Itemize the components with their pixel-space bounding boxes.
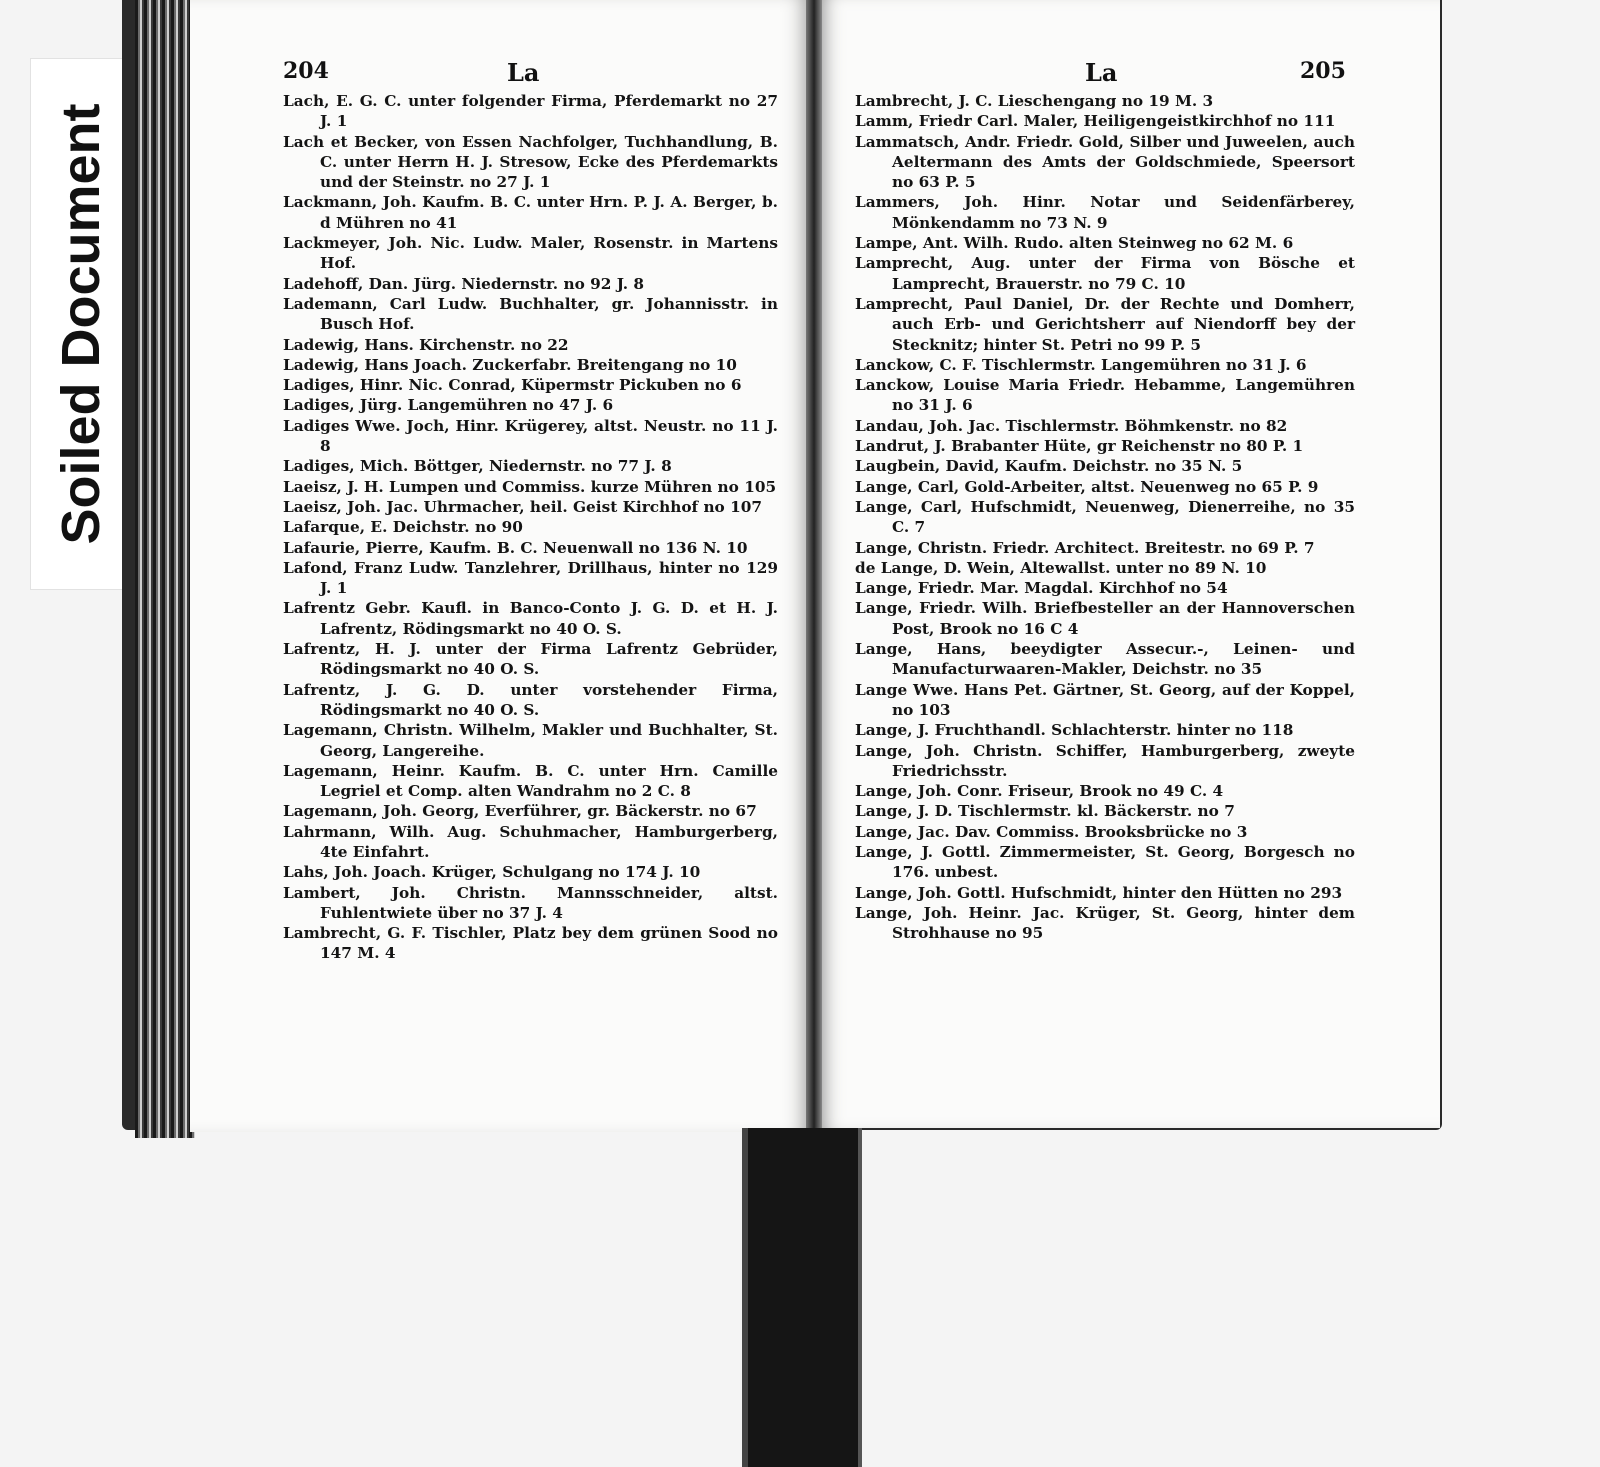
directory-entry: Ladiges Wwe. Joch, Hinr. Krügerey, altst. Neustr. no 11 J. 8 <box>283 416 778 456</box>
directory-entry: Lafond, Franz Ludw. Tanzlehrer, Drillhaus, hinter no 129 J. 1 <box>283 558 778 598</box>
directory-entry: Lafaurie, Pierre, Kaufm. B. C. Neuenwall no 136 N. 10 <box>283 538 748 557</box>
directory-entry: Lagemann, Joh. Georg, Everführer, gr. Bäckerstr. no 67 <box>283 802 757 821</box>
directory-entry: Lagemann, Christn. Wilhelm, Makler und Buchhalter, St. Georg, Langereihe. <box>283 721 778 760</box>
directory-entry: Landrut, J. Brabanter Hüte, gr Reichenstr no 80 P. 1 <box>855 437 1304 456</box>
right-page-number: 205 <box>1300 58 1346 84</box>
directory-entry: Lange, Joh. Christn. Schiffer, Hamburgerberg, zweyte Friedrichsstr. <box>855 741 1355 780</box>
directory-entry: Lagemann, Heinr. Kaufm. B. C. unter Hrn. Camille Legriel et Comp. alten Wandrahm no 2 C. 8 <box>283 761 778 801</box>
directory-entry: Lange, J. Fruchthandl. Schlachterstr. hinter no 118 <box>855 721 1294 740</box>
directory-entry: Lange Wwe. Hans Pet. Gärtner, St. Georg, auf der Koppel, no 103 <box>855 680 1355 719</box>
directory-entry: Lafrentz, J. G. D. unter vorstehender Firma, Rödingsmarkt no 40 O. S. <box>283 680 778 719</box>
directory-entry: Lange, Friedr. Mar. Magdal. Kirchhof no 54 <box>855 579 1228 598</box>
left-page-number: 204 <box>283 58 329 84</box>
directory-entry: Lanckow, C. F. Tischlermstr. Langemühren no 31 J. 6 <box>855 355 1307 374</box>
directory-entry: Lamprecht, Aug. unter der Firma von Bösche et Lamprecht, Brauerstr. no 79 C. 10 <box>855 254 1355 293</box>
directory-entry: Lahs, Joh. Joach. Krüger, Schulgang no 174 J. 10 <box>283 863 701 882</box>
directory-entry: Ladiges, Jürg. Langemühren no 47 J. 6 <box>283 396 614 415</box>
directory-entry: Lange, Joh. Gottl. Hufschmidt, hinter den Hütten no 293 <box>855 883 1343 902</box>
directory-entry: Ladehoff, Dan. Jürg. Niedernstr. no 92 J. 8 <box>283 274 645 293</box>
directory-entry: Lackmann, Joh. Kaufm. B. C. unter Hrn. P. J. A. Berger, b. d Mühren no 41 <box>283 193 778 232</box>
directory-entry: Lambrecht, J. C. Lieschengang no 19 M. 3 <box>855 92 1214 110</box>
directory-entry: Lambrecht, G. F. Tischler, Platz bey dem grünen Sood no 147 M. 4 <box>283 924 778 963</box>
directory-entry: Lambert, Joh. Christn. Mannsschneider, altst. Fuhlentwiete über no 37 J. 4 <box>283 883 778 922</box>
directory-entry: Lanckow, Louise Maria Friedr. Hebamme, Langemühren no 31 J. 6 <box>855 376 1355 415</box>
directory-entry: Laugbein, David, Kaufm. Deichstr. no 35 N. 5 <box>855 457 1243 476</box>
directory-entry: Lange, Friedr. Wilh. Briefbesteller an der Hannoverschen Post, Brook no 16 C 4 <box>855 599 1355 638</box>
directory-entry: Ladewig, Hans. Kirchenstr. no 22 <box>283 335 569 354</box>
document-status-label <box>30 58 132 590</box>
directory-entry: Lange, Hans, beeydigter Assecur.-, Leinen- und Manufacturwaaren-Makler, Deichstr. no 35 <box>855 640 1355 679</box>
directory-entry: Laeisz, Joh. Jac. Uhrmacher, heil. Geist Kirchhof no 107 <box>283 497 763 516</box>
book-gutter <box>806 0 822 1135</box>
directory-entry: Landau, Joh. Jac. Tischlermstr. Böhmkenstr. no 82 <box>855 416 1288 435</box>
directory-entry: Lange, J. Gottl. Zimmermeister, St. Georg, Borgesch no 176. unbest. <box>855 842 1355 882</box>
directory-entry: Lamprecht, Paul Daniel, Dr. der Rechte und Domherr, auch Erb- und Gerichtsherr auf Niendorff bey der Stecknitz; hinter St. Petri no 99 P. 5 <box>855 294 1355 354</box>
right-entries-list <box>855 91 1355 943</box>
directory-entry: Lach et Becker, von Essen Nachfolger, Tuchhandlung, B. C. unter Herrn H. J. Stresow, Ecke des Pferdemarkts und der Steinstr. no 27 J. 1 <box>283 132 778 192</box>
directory-entry: Lange, Carl, Gold-Arbeiter, altst. Neuenweg no 65 P. 9 <box>855 477 1319 496</box>
directory-entry: Lamm, Friedr Carl. Maler, Heiligengeistkirchhof no 111 <box>855 112 1336 131</box>
directory-entry: Lach, E. G. C. unter folgender Firma, Pferdemarkt no 27 J. 1 <box>283 92 778 131</box>
directory-entry: Lahrmann, Wilh. Aug. Schuhmacher, Hamburgerberg, 4te Einfahrt. <box>283 822 778 861</box>
directory-entry: Lange, Christn. Friedr. Architect. Breitestr. no 69 P. 7 <box>855 538 1315 557</box>
directory-entry: Lafrentz, H. J. unter der Firma Lafrentz Gebrüder, Rödingsmarkt no 40 O. S. <box>283 640 778 679</box>
left-entries-list <box>283 91 778 964</box>
directory-entry: Ladewig, Hans Joach. Zuckerfabr. Breitengang no 10 <box>283 355 737 374</box>
directory-entry: Lange, Carl, Hufschmidt, Neuenweg, Dienerreihe, no 35 C. 7 <box>855 497 1355 537</box>
directory-entry: Lackmeyer, Joh. Nic. Ludw. Maler, Rosenstr. in Martens Hof. <box>283 234 778 273</box>
left-running-head: La <box>507 58 540 87</box>
directory-entry: Ladiges, Hinr. Nic. Conrad, Küpermstr Pickuben no 6 <box>283 376 742 395</box>
directory-entry: Lange, J. D. Tischlermstr. kl. Bäckerstr. no 7 <box>855 802 1235 821</box>
directory-entry: Lafrentz Gebr. Kaufl. in Banco-Conto J. G. D. et H. J. Lafrentz, Rödingsmarkt no 40 O. S. <box>283 599 778 638</box>
document-status-text: Soiled Document <box>51 103 111 545</box>
directory-entry: Laeisz, J. H. Lumpen und Commiss. kurze Mühren no 105 <box>283 477 777 496</box>
directory-entry: Lange, Joh. Conr. Friseur, Brook no 49 C. 4 <box>855 782 1224 801</box>
directory-entry: Lange, Joh. Heinr. Jac. Krüger, St. Georg, hinter dem Strohhause no 95 <box>855 903 1355 943</box>
directory-entry: Lange, Jac. Dav. Commiss. Brooksbrücke no 3 <box>855 822 1248 841</box>
page-edges <box>135 0 195 1138</box>
right-running-head: La <box>1085 58 1118 87</box>
bookmark-ribbon <box>742 1128 862 1467</box>
directory-entry: Lammers, Joh. Hinr. Notar und Seidenfärberey, Mönkendamm no 73 N. 9 <box>855 193 1355 232</box>
directory-entry: Lampe, Ant. Wilh. Rudo. alten Steinweg no 62 M. 6 <box>855 234 1294 253</box>
directory-entry: Ladiges, Mich. Böttger, Niedernstr. no 77 J. 8 <box>283 457 672 476</box>
directory-entry: Lafarque, E. Deichstr. no 90 <box>283 518 523 537</box>
directory-entry: Lammatsch, Andr. Friedr. Gold, Silber und Juweelen, auch Aeltermann des Amts der Goldschmiede, Speersort no 63 P. 5 <box>855 132 1355 192</box>
directory-entry: de Lange, D. Wein, Altewallst. unter no 89 N. 10 <box>855 558 1267 577</box>
directory-entry: Lademann, Carl Ludw. Buchhalter, gr. Johannisstr. in Busch Hof. <box>283 294 778 334</box>
